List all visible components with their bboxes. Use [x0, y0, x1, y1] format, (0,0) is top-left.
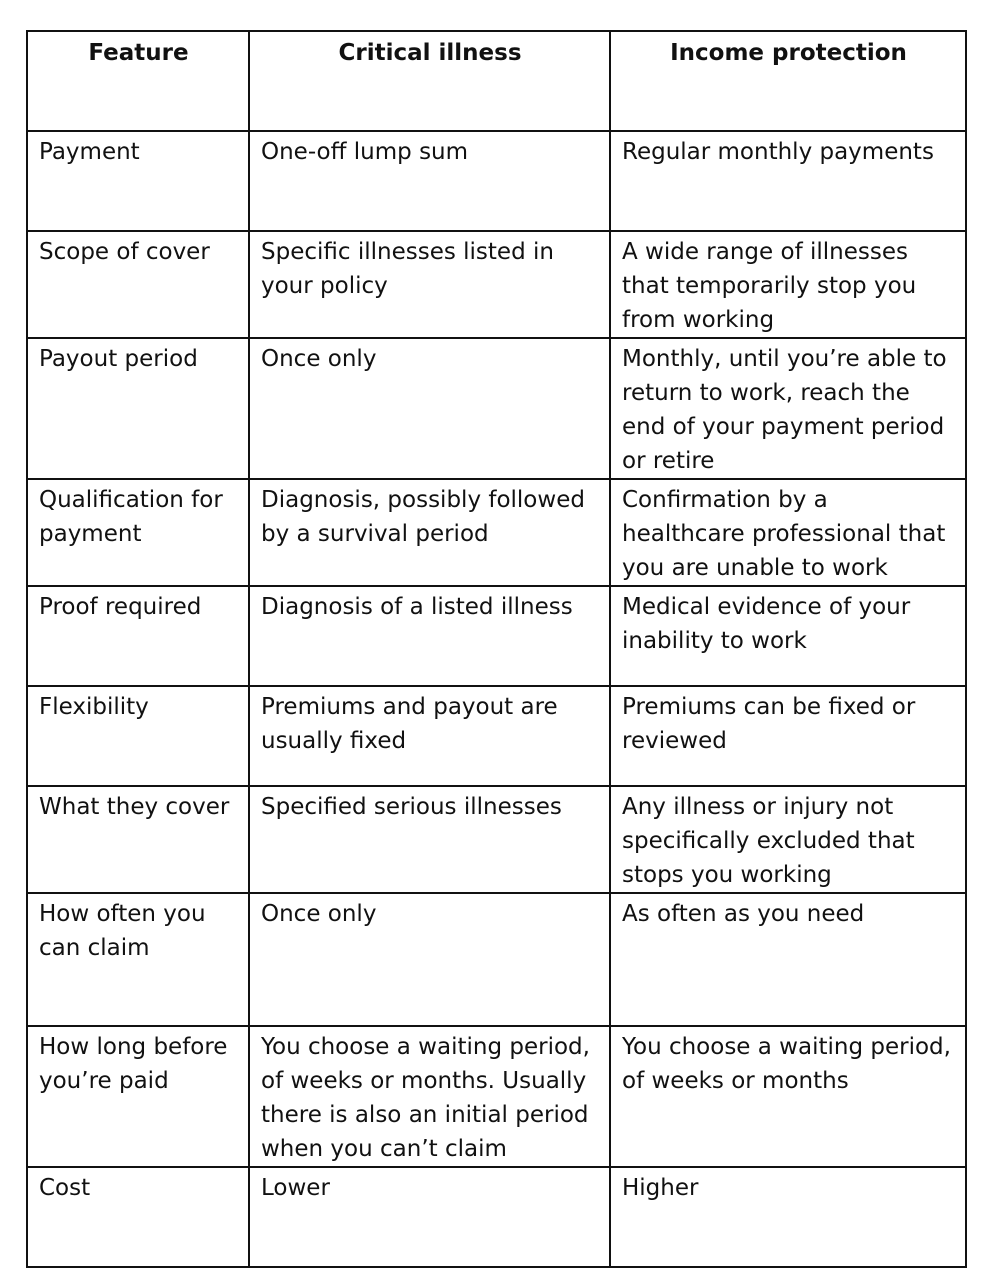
row-feature-cell: Cost — [27, 1167, 249, 1267]
header-income-protection: Income protection — [610, 31, 966, 131]
row-income-protection-cell: Regular monthly payments — [610, 131, 966, 231]
table-row — [27, 231, 966, 338]
row-income-protection-cell: Medical evidence of your inability to work — [610, 586, 966, 686]
table-header-row — [27, 31, 966, 131]
table-row — [27, 786, 966, 893]
row-feature-cell: Payment — [27, 131, 249, 231]
row-income-protection-cell: Confirmation by a healthcare professional that you are unable to work — [610, 479, 966, 586]
table-row — [27, 586, 966, 686]
row-feature-cell: Scope of cover — [27, 231, 249, 338]
row-income-protection-cell: Higher — [610, 1167, 966, 1267]
row-critical-illness-cell: One-off lump sum — [249, 131, 610, 231]
row-critical-illness-cell: You choose a waiting period, of weeks or months. Usually there is also an initial period when you can’t claim — [249, 1026, 610, 1167]
row-feature-cell: Qualification for payment — [27, 479, 249, 586]
row-critical-illness-cell: Once only — [249, 893, 610, 1026]
row-income-protection-cell: A wide range of illnesses that temporarily stop you from working — [610, 231, 966, 338]
row-feature-cell: How long before you’re paid — [27, 1026, 249, 1167]
row-income-protection-cell: As often as you need — [610, 893, 966, 1026]
row-feature-cell: Proof required — [27, 586, 249, 686]
row-critical-illness-cell: Specific illnesses listed in your policy — [249, 231, 610, 338]
header-feature: Feature — [27, 31, 249, 131]
table-row — [27, 1167, 966, 1267]
table-row — [27, 131, 966, 231]
row-feature-cell: Flexibility — [27, 686, 249, 786]
table-row — [27, 1026, 966, 1167]
row-income-protection-cell: You choose a waiting period, of weeks or months — [610, 1026, 966, 1167]
row-feature-cell: How often you can claim — [27, 893, 249, 1026]
row-critical-illness-cell: Once only — [249, 338, 610, 479]
row-feature-cell: Payout period — [27, 338, 249, 479]
table-row — [27, 338, 966, 479]
row-income-protection-cell: Premiums can be fixed or reviewed — [610, 686, 966, 786]
row-income-protection-cell: Monthly, until you’re able to return to work, reach the end of your payment period or retire — [610, 338, 966, 479]
row-critical-illness-cell: Diagnosis, possibly followed by a survival period — [249, 479, 610, 586]
row-critical-illness-cell: Lower — [249, 1167, 610, 1267]
table-row — [27, 686, 966, 786]
comparison-table — [26, 30, 967, 1268]
table-row — [27, 893, 966, 1026]
header-critical-illness: Critical illness — [249, 31, 610, 131]
row-critical-illness-cell: Premiums and payout are usually fixed — [249, 686, 610, 786]
table-row — [27, 479, 966, 586]
row-critical-illness-cell: Diagnosis of a listed illness — [249, 586, 610, 686]
row-feature-cell: What they cover — [27, 786, 249, 893]
row-income-protection-cell: Any illness or injury not specifically excluded that stops you working — [610, 786, 966, 893]
row-critical-illness-cell: Specified serious illnesses — [249, 786, 610, 893]
